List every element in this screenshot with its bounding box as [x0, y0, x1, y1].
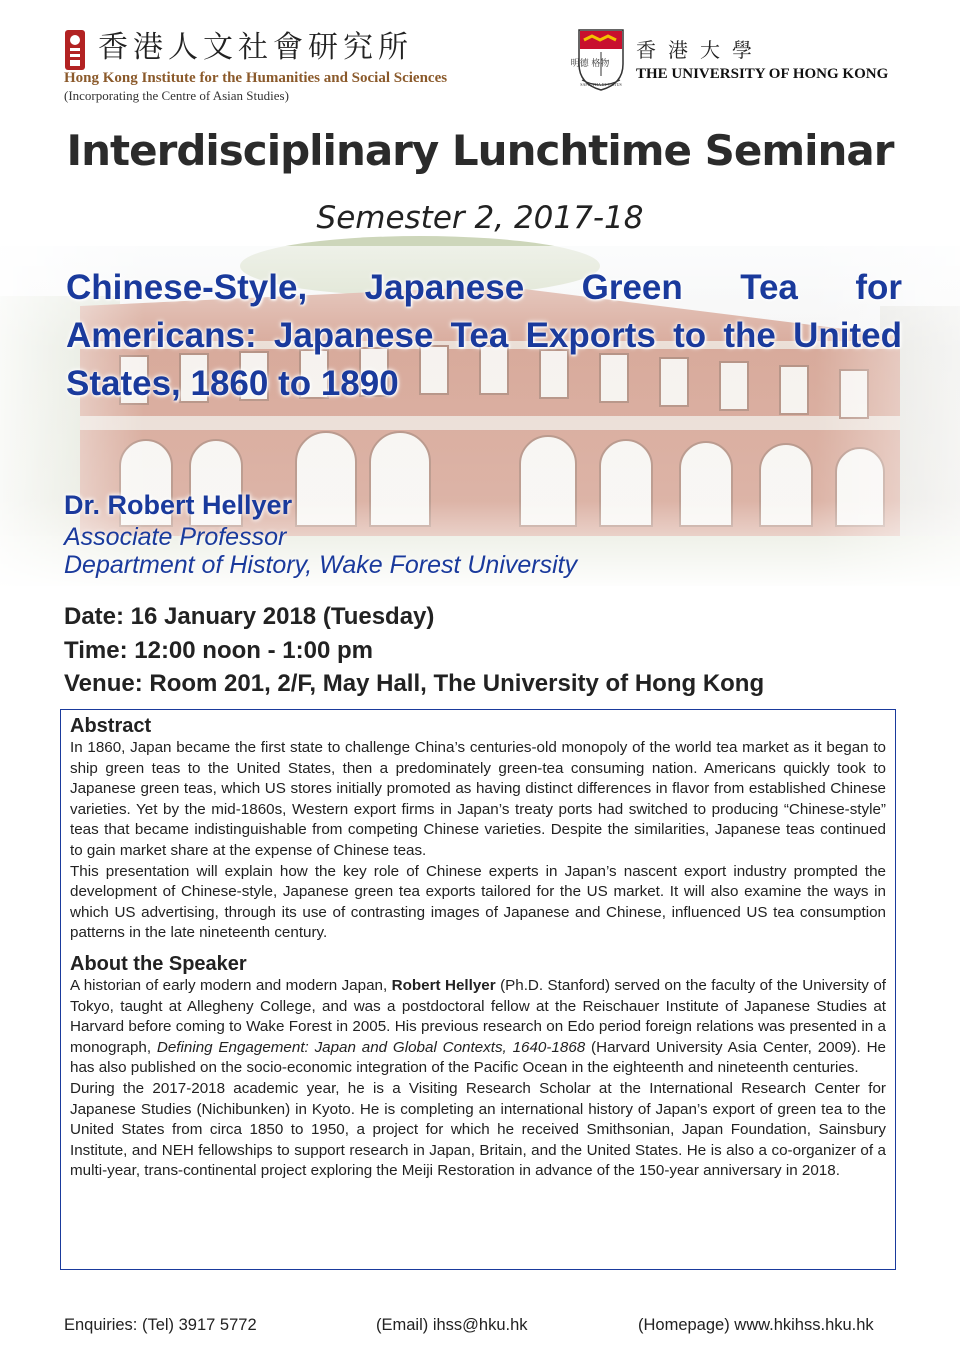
semester-label: Semester 2, 2017-18 [316, 200, 644, 236]
talk-title: Chinese-Style, Japanese Green Tea for Americans: Japanese Tea Exports to the United States, 1860 to 1890 [66, 268, 902, 403]
ihss-subtitle: (Incorporating the Centre of Asian Studies) [64, 88, 289, 103]
about-intro: A historian of early modern and modern Japan, [70, 976, 392, 994]
hku-crest-chinese-text: 明德 格物 [570, 59, 610, 69]
about-end: (Harvard University Asia Center, 2009). He has also published on the socio-economic integration of the Pacific Ocean in the eighteenth and nineteenth centuries. [70, 1038, 886, 1077]
event-date: Date: 16 January 2018 (Tuesday) [64, 603, 435, 630]
abstract-heading: Abstract [70, 715, 152, 737]
hku-chinese-name: 香港大學 [636, 38, 764, 62]
about-mid: (Ph.D. Stanford) served on the faculty of the University of Tokyo, taught at Allegheny College, and was a postdoctoral fellow at the Reischauer Institute of Japanese Studies at Harvard before coming to Wake Forest in 2005. His previous research on Edo period foreign relations was presented in a monograph, [70, 976, 886, 1056]
abstract-paragraph-1: In 1860, Japan became the first state to challenge China’s centuries-old monopoly of the world tea market as it began to ship green teas to the United States, then a predominately green-tea consuming nation. Americans quickly took to Japanese green teas, which US stores initially promoted as having distinct differences in flavor from established Chinese varieties. Yet by the mid-1860s, Western export firms in Japan’s treaty ports had switched to producing “Chinese-style” teas that became indistinguishable from competing Chinese varieties. Despite the similarities, Japanese teas continued to gain market share at the expense of Chinese teas. [70, 739, 886, 859]
ihss-english-name: Hong Kong Institute for the Humanities and Social Sciences [64, 70, 448, 86]
ihss-seal-logo [62, 28, 88, 72]
event-venue: Venue: Room 201, 2/F, May Hall, The University of Hong Kong [64, 670, 765, 697]
ihss-chinese-name: 香港人文社會研究所 [98, 30, 413, 65]
abstract-paragraph-2: This presentation will explain how the key role of Chinese experts in Japan’s nascent export industry prompted the development of Chinese-style, Japanese green tea exports tailored for the US market. It will also examine the ways in which US advertising, through its use of contrasting images of Japanese and Chinese, influenced US tea consumption patterns in the late nineteenth century. [70, 862, 886, 942]
about-paragraph-1 [70, 976, 886, 1079]
about-speaker-heading: About the Speaker [70, 952, 247, 975]
speaker-title: Associate Professor [64, 523, 287, 551]
series-title: Interdisciplinary Lunchtime Seminar [66, 126, 894, 175]
speaker-name: Dr. Robert Hellyer [64, 490, 293, 520]
about-paragraph-2: During the 2017-2018 academic year, he is a Visiting Research Scholar at the International Research Center for Japanese Studies (Nichibunken) in Kyoto. He is completing an international history of Japan’s export of green tea to the United States from circa 1850 to 1950, a project for which he received Smithsonian, Japan Foundation, Sainsbury Institute, and NEH fellowships to support research in Japan, Britain, and the United States. He is also a co-organizer of a multi-year, trans-continental project exploring the Meiji Restoration in advance of the 150-year anniversary in 2018. [70, 1079, 886, 1180]
about-book-title: Defining Engagement: Japan and Global Contexts, 1640-1868 [156, 1038, 586, 1056]
hku-english-name: THE UNIVERSITY OF HONG KONG [636, 66, 889, 82]
speaker-department: Department of History, Wake Forest University [64, 551, 578, 579]
header [0, 0, 960, 110]
footer-email[interactable]: (Email) ihss@hku.hk [376, 1316, 528, 1334]
footer-tel: Enquiries: (Tel) 3917 5772 [64, 1316, 257, 1334]
abstract-box [60, 709, 896, 1270]
footer-homepage[interactable]: (Homepage) www.hkihss.hku.hk [638, 1316, 874, 1334]
event-time: Time: 12:00 noon - 1:00 pm [64, 637, 373, 664]
hku-crest-logo [570, 28, 626, 92]
about-speaker-name: Robert Hellyer [391, 976, 496, 994]
hku-crest-motto: SAPIENTIA ET VIRTUS [580, 82, 622, 87]
